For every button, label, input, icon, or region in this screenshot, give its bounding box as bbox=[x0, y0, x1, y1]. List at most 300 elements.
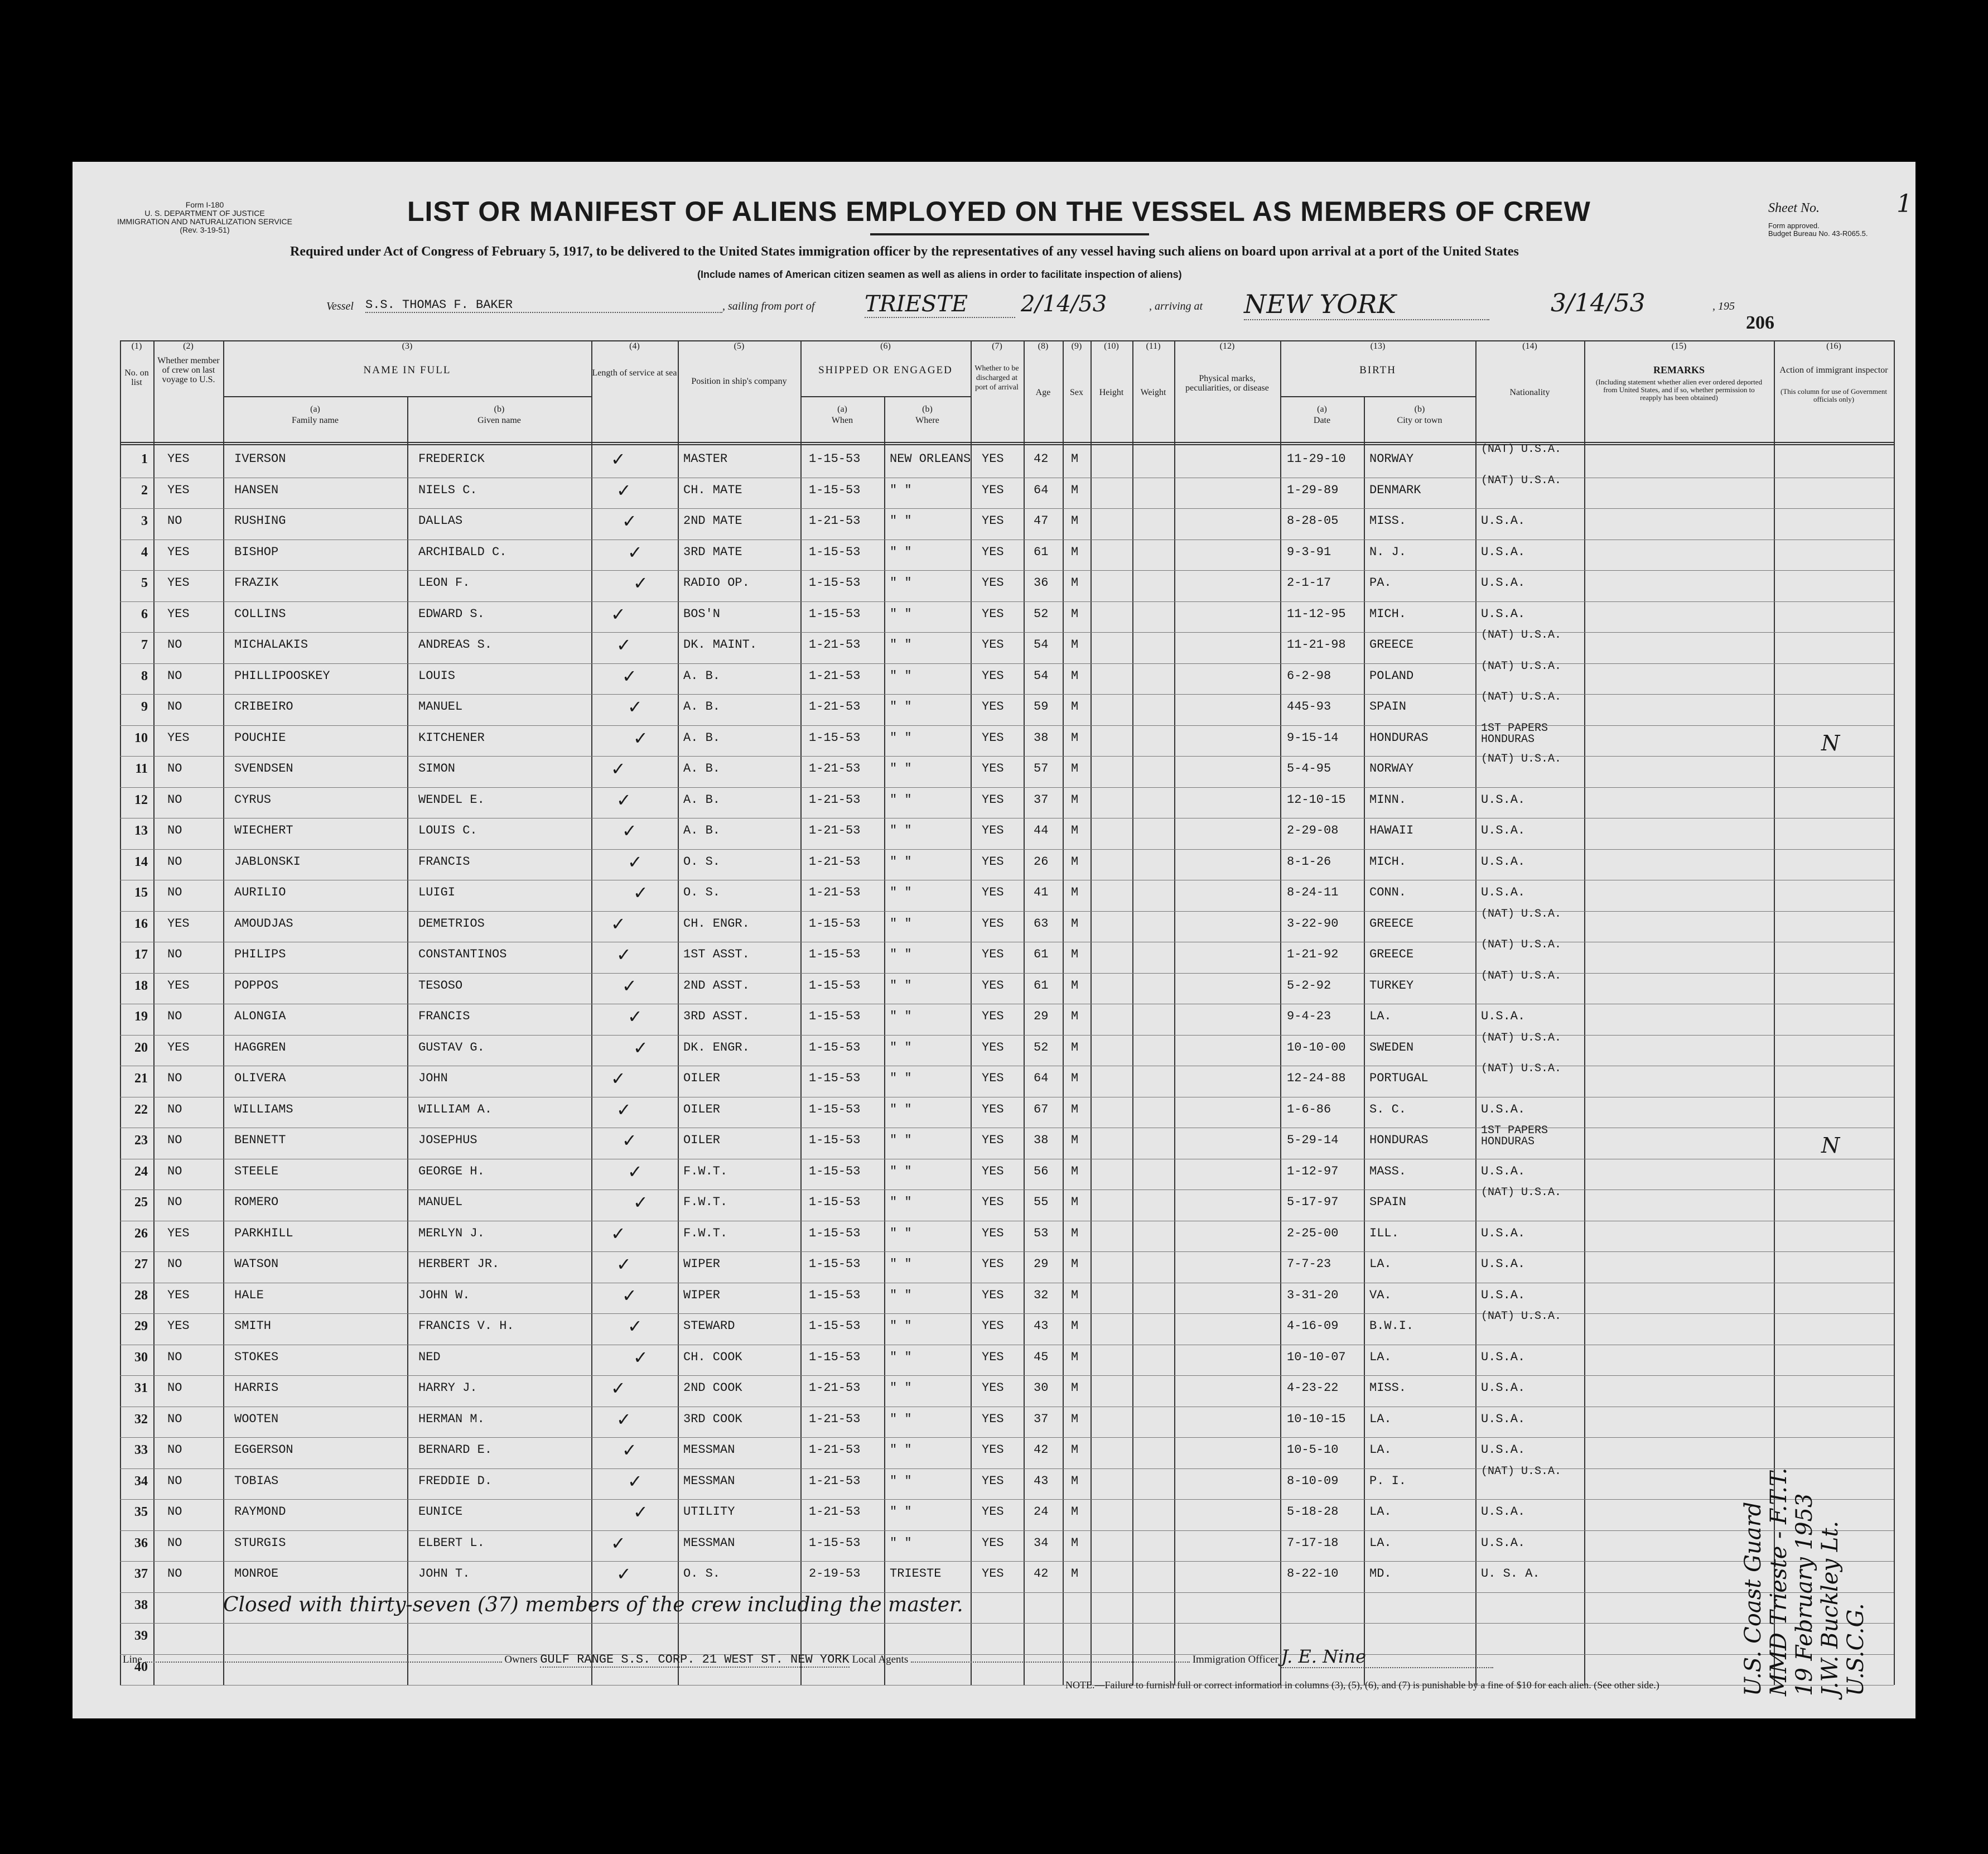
row-position: O. S. bbox=[683, 854, 721, 869]
row-nationality: U.S.A. bbox=[1481, 1164, 1526, 1178]
row-number: 28 bbox=[134, 1288, 148, 1303]
row-nationality: U.S.A. bbox=[1481, 1412, 1526, 1426]
row-number: 30 bbox=[134, 1350, 148, 1365]
row-given-name: KITCHENER bbox=[418, 730, 485, 745]
row-birth-date: 1-29-89 bbox=[1287, 483, 1339, 497]
row-shipped-where: " " bbox=[890, 1257, 912, 1271]
form-approval bbox=[1768, 222, 1868, 238]
row-sex: M bbox=[1071, 514, 1079, 528]
row-position: F.W.T. bbox=[683, 1164, 728, 1178]
row-birth-city: LA. bbox=[1369, 1257, 1392, 1271]
service-check-mark: ✓ bbox=[616, 1409, 631, 1429]
row-shipped-where: " " bbox=[890, 1009, 912, 1023]
row-shipped-where: " " bbox=[890, 1443, 912, 1457]
row-given-name: ANDREAS S. bbox=[418, 638, 493, 652]
row-number: 19 bbox=[134, 1009, 148, 1024]
row-number: 11 bbox=[135, 762, 148, 776]
row-position: RADIO OP. bbox=[683, 576, 750, 590]
col-header-action-note: (This column for use of Government officials only) bbox=[1780, 387, 1887, 403]
column-rule bbox=[1364, 396, 1365, 1685]
subheader-rule bbox=[1280, 396, 1475, 397]
row-discharged: YES bbox=[982, 854, 1004, 869]
row-family-name: HARRIS bbox=[234, 1381, 279, 1395]
row-prev-voyage: NO bbox=[167, 885, 182, 899]
row-rule bbox=[120, 787, 1894, 788]
row-age: 42 bbox=[1034, 1567, 1049, 1581]
row-sex: M bbox=[1071, 638, 1079, 652]
service-label: IMMIGRATION AND NATURALIZATION SERVICE bbox=[117, 217, 292, 226]
col-header-remarks-note: (Including statement whether alien ever ordered deported from United States, and if so, whether permission to reapply has been obtained) bbox=[1595, 378, 1763, 402]
row-shipped-when: 1-21-53 bbox=[809, 854, 861, 869]
row-birth-date: 5-18-28 bbox=[1287, 1505, 1339, 1519]
row-discharged: YES bbox=[982, 1505, 1004, 1519]
row-sex: M bbox=[1071, 1319, 1079, 1333]
row-discharged: YES bbox=[982, 1473, 1004, 1488]
row-position: F.W.T. bbox=[683, 1226, 728, 1240]
row-birth-city: HONDURAS bbox=[1369, 1133, 1429, 1147]
row-age: 55 bbox=[1034, 1195, 1049, 1209]
service-check-mark: ✓ bbox=[628, 542, 643, 562]
col-num: (10) bbox=[1104, 341, 1119, 351]
row-birth-date: 6-2-98 bbox=[1287, 668, 1331, 683]
col-header-family: Family name bbox=[292, 416, 339, 425]
row-birth-date: 7-7-23 bbox=[1287, 1257, 1331, 1271]
owners-label: Owners bbox=[504, 1654, 538, 1665]
row-discharged: YES bbox=[982, 1133, 1004, 1147]
row-shipped-when: 1-15-53 bbox=[809, 452, 861, 466]
row-family-name: POUCHIE bbox=[234, 730, 286, 745]
row-number: 27 bbox=[134, 1257, 148, 1272]
row-age: 47 bbox=[1034, 514, 1049, 528]
row-family-name: RAYMOND bbox=[234, 1505, 286, 1519]
title-underline bbox=[870, 233, 1149, 235]
include-note: (Include names of American citizen seamen as well as aliens in order to facilitate inspection of aliens) bbox=[697, 269, 1182, 280]
row-discharged: YES bbox=[982, 1071, 1004, 1085]
department-label: U. S. DEPARTMENT OF JUSTICE bbox=[144, 209, 265, 218]
row-sex: M bbox=[1071, 854, 1079, 869]
row-number: 25 bbox=[134, 1195, 148, 1210]
row-sex: M bbox=[1071, 1040, 1079, 1054]
service-check-mark: ✓ bbox=[622, 666, 637, 686]
row-birth-date: 5-29-14 bbox=[1287, 1133, 1339, 1147]
row-birth-date: 8-24-11 bbox=[1287, 885, 1339, 899]
row-discharged: YES bbox=[982, 730, 1004, 745]
col-num: (8) bbox=[1038, 341, 1049, 351]
row-nationality: (NAT) U.S.A. bbox=[1481, 691, 1562, 704]
column-rule bbox=[1475, 340, 1476, 1685]
row-given-name: NED bbox=[418, 1350, 441, 1364]
row-number: 3 bbox=[141, 514, 148, 528]
service-check-mark: ✓ bbox=[611, 759, 626, 779]
row-number: 39 bbox=[134, 1629, 148, 1643]
row-given-name: HERMAN M. bbox=[418, 1412, 485, 1426]
column-rule bbox=[971, 340, 972, 1685]
row-given-name: HERBERT JR. bbox=[418, 1257, 500, 1271]
column-rule bbox=[1280, 340, 1281, 1685]
row-sex: M bbox=[1071, 700, 1079, 714]
row-sex: M bbox=[1071, 1443, 1079, 1457]
row-shipped-when: 1-21-53 bbox=[809, 514, 861, 528]
col-sub-b: (b) bbox=[1414, 404, 1425, 414]
sailing-date: 2/14/53 bbox=[1021, 291, 1107, 317]
row-nationality: U.S.A. bbox=[1481, 514, 1526, 528]
row-family-name: SVENDSEN bbox=[234, 762, 293, 776]
row-family-name: HANSEN bbox=[234, 483, 279, 497]
row-rule bbox=[120, 1035, 1894, 1036]
row-discharged: YES bbox=[982, 1102, 1004, 1116]
row-given-name: JOHN W. bbox=[418, 1288, 470, 1302]
row-birth-date: 2-1-17 bbox=[1287, 576, 1331, 590]
row-age: 32 bbox=[1034, 1288, 1049, 1302]
row-prev-voyage: YES bbox=[167, 1040, 190, 1054]
row-position: O. S. bbox=[683, 1567, 721, 1581]
row-shipped-when: 1-15-53 bbox=[809, 916, 861, 931]
row-number: 29 bbox=[134, 1319, 148, 1333]
row-position: 2ND ASST. bbox=[683, 978, 750, 993]
row-given-name: DALLAS bbox=[418, 514, 463, 528]
subheader-rule bbox=[223, 396, 591, 397]
row-family-name: POPPOS bbox=[234, 978, 279, 993]
row-sex: M bbox=[1071, 452, 1079, 466]
row-position: WIPER bbox=[683, 1288, 721, 1302]
row-prev-voyage: YES bbox=[167, 916, 190, 931]
arriving-label: , arriving at bbox=[1149, 300, 1203, 312]
row-prev-voyage: NO bbox=[167, 1381, 182, 1395]
row-position: 1ST ASST. bbox=[683, 947, 750, 961]
service-check-mark: ✓ bbox=[616, 789, 631, 810]
row-rule bbox=[120, 1468, 1894, 1469]
row-rule bbox=[120, 508, 1894, 509]
col-header-height: Height bbox=[1099, 388, 1124, 397]
row-prev-voyage: NO bbox=[167, 1009, 182, 1023]
row-nationality: U.S.A. bbox=[1481, 1443, 1526, 1457]
column-rule bbox=[800, 340, 802, 1685]
row-number: 33 bbox=[134, 1443, 148, 1457]
row-discharged: YES bbox=[982, 1412, 1004, 1426]
row-prev-voyage: NO bbox=[167, 514, 182, 528]
row-shipped-when: 1-21-53 bbox=[809, 1443, 861, 1457]
row-number: 22 bbox=[134, 1102, 148, 1117]
service-check-mark: ✓ bbox=[616, 1564, 631, 1584]
row-sex: M bbox=[1071, 885, 1079, 899]
column-rule bbox=[1063, 340, 1064, 1685]
row-given-name: CONSTANTINOS bbox=[418, 947, 507, 961]
row-given-name: GUSTAV G. bbox=[418, 1040, 485, 1054]
row-birth-city: P. I. bbox=[1369, 1473, 1407, 1488]
row-shipped-when: 1-15-53 bbox=[809, 483, 861, 497]
row-age: 63 bbox=[1034, 916, 1049, 931]
row-rule bbox=[120, 570, 1894, 571]
row-sex: M bbox=[1071, 1412, 1079, 1426]
row-given-name: FRANCIS bbox=[418, 854, 470, 869]
row-birth-city: N. J. bbox=[1369, 545, 1407, 559]
row-shipped-where: " " bbox=[890, 762, 912, 776]
row-shipped-where: " " bbox=[890, 730, 912, 745]
row-family-name: WILLIAMS bbox=[234, 1102, 293, 1116]
row-birth-date: 1-21-92 bbox=[1287, 947, 1339, 961]
col-num: (1) bbox=[131, 341, 142, 351]
row-sex: M bbox=[1071, 1102, 1079, 1116]
col-header-where: Where bbox=[915, 416, 939, 425]
row-birth-city: MD. bbox=[1369, 1567, 1392, 1581]
row-birth-date: 11-21-98 bbox=[1287, 638, 1346, 652]
row-discharged: YES bbox=[982, 1350, 1004, 1364]
row-given-name: FREDDIE D. bbox=[418, 1473, 493, 1488]
row-given-name: MANUEL bbox=[418, 700, 463, 714]
row-shipped-when: 1-21-53 bbox=[809, 885, 861, 899]
row-sex: M bbox=[1071, 947, 1079, 961]
row-nationality: U.S.A. bbox=[1481, 606, 1526, 621]
row-discharged: YES bbox=[982, 1381, 1004, 1395]
service-check-mark: ✓ bbox=[616, 945, 631, 965]
row-position: OILER bbox=[683, 1102, 721, 1116]
row-shipped-where: " " bbox=[890, 1381, 912, 1395]
row-position: STEWARD bbox=[683, 1319, 735, 1333]
row-nationality: (NAT) U.S.A. bbox=[1481, 1310, 1562, 1323]
service-check-mark: ✓ bbox=[616, 1099, 631, 1120]
row-nationality: U.S.A. bbox=[1481, 792, 1526, 807]
arriving-port: NEW YORK bbox=[1244, 289, 1489, 320]
row-age: 61 bbox=[1034, 978, 1049, 993]
row-nationality: U. S. A. bbox=[1481, 1567, 1540, 1581]
row-birth-date: 3-22-90 bbox=[1287, 916, 1339, 931]
row-prev-voyage: YES bbox=[167, 1319, 190, 1333]
sailing-port: TRIESTE bbox=[865, 291, 1015, 318]
service-check-mark: ✓ bbox=[611, 449, 626, 469]
row-number: 16 bbox=[134, 916, 148, 931]
row-birth-city: LA. bbox=[1369, 1505, 1392, 1519]
row-given-name: GEORGE H. bbox=[418, 1164, 485, 1178]
row-birth-city: LA. bbox=[1369, 1009, 1392, 1023]
row-shipped-where: " " bbox=[890, 824, 912, 837]
row-prev-voyage: NO bbox=[167, 1350, 182, 1364]
row-shipped-where: " " bbox=[890, 1040, 912, 1054]
row-sex: M bbox=[1071, 576, 1079, 590]
row-action: N bbox=[1821, 1133, 1840, 1158]
row-number: 38 bbox=[134, 1597, 148, 1612]
service-check-mark: ✓ bbox=[611, 913, 626, 934]
row-number: 20 bbox=[134, 1040, 148, 1055]
row-birth-date: 1-6-86 bbox=[1287, 1102, 1331, 1116]
row-discharged: YES bbox=[982, 1535, 1004, 1550]
row-sex: M bbox=[1071, 1133, 1079, 1147]
col-header-shipped: SHIPPED OR ENGAGED bbox=[818, 364, 953, 376]
column-rule bbox=[1132, 340, 1133, 1685]
row-prev-voyage: NO bbox=[167, 947, 182, 961]
row-age: 59 bbox=[1034, 700, 1049, 714]
row-family-name: STURGIS bbox=[234, 1535, 286, 1550]
row-age: 24 bbox=[1034, 1505, 1049, 1519]
row-prev-voyage: YES bbox=[167, 452, 190, 466]
row-number: 1 bbox=[141, 452, 148, 466]
arriving-date: 3/14/53 bbox=[1551, 289, 1646, 317]
row-discharged: YES bbox=[982, 824, 1004, 837]
row-prev-voyage: NO bbox=[167, 668, 182, 683]
row-position: A. B. bbox=[683, 700, 721, 714]
row-family-name: PHILIPS bbox=[234, 947, 286, 961]
service-check-mark: ✓ bbox=[633, 573, 648, 593]
year-label: , 195 bbox=[1712, 300, 1735, 312]
row-sex: M bbox=[1071, 1257, 1079, 1271]
row-rule bbox=[120, 601, 1894, 602]
row-number: 10 bbox=[134, 730, 148, 745]
row-rule bbox=[120, 1437, 1894, 1438]
row-age: 44 bbox=[1034, 824, 1049, 837]
column-rule bbox=[120, 340, 121, 1685]
row-shipped-where: " " bbox=[890, 1164, 912, 1178]
row-nationality: (NAT) U.S.A. bbox=[1481, 659, 1562, 673]
row-rule bbox=[120, 1313, 1894, 1314]
row-birth-date: 10-10-07 bbox=[1287, 1350, 1346, 1364]
row-shipped-where: " " bbox=[890, 1350, 912, 1364]
row-rule bbox=[120, 849, 1894, 850]
row-birth-city: MASS. bbox=[1369, 1164, 1407, 1178]
row-discharged: YES bbox=[982, 916, 1004, 931]
row-number: 12 bbox=[134, 792, 148, 807]
row-nationality: 1ST PAPERS HONDURAS bbox=[1481, 721, 1548, 746]
row-position: 3RD ASST. bbox=[683, 1009, 750, 1023]
row-birth-date: 12-24-88 bbox=[1287, 1071, 1346, 1085]
row-birth-date: 5-17-97 bbox=[1287, 1195, 1339, 1209]
row-given-name: NIELS C. bbox=[418, 483, 477, 497]
row-discharged: YES bbox=[982, 792, 1004, 807]
row-age: 26 bbox=[1034, 854, 1049, 869]
row-birth-city: LA. bbox=[1369, 1443, 1392, 1457]
header-rule bbox=[120, 442, 1894, 443]
row-number: 6 bbox=[141, 606, 148, 622]
row-birth-date: 4-16-09 bbox=[1287, 1319, 1339, 1333]
col-sub-a: (a) bbox=[1317, 404, 1327, 414]
row-family-name: HALE bbox=[234, 1288, 264, 1302]
row-shipped-when: 1-15-53 bbox=[809, 1288, 861, 1302]
row-family-name: WIECHERT bbox=[234, 824, 293, 837]
row-position: CH. ENGR. bbox=[683, 916, 750, 931]
row-discharged: YES bbox=[982, 668, 1004, 683]
col-num: (9) bbox=[1071, 341, 1082, 351]
row-position: OILER bbox=[683, 1133, 721, 1147]
row-prev-voyage: YES bbox=[167, 730, 190, 745]
row-birth-date: 5-2-92 bbox=[1287, 978, 1331, 993]
row-birth-city: GREECE bbox=[1369, 916, 1414, 931]
row-number: 2 bbox=[141, 483, 148, 498]
col-num: (16) bbox=[1826, 341, 1841, 351]
row-shipped-when: 1-21-53 bbox=[809, 1505, 861, 1519]
row-position: A. B. bbox=[683, 824, 721, 837]
row-prev-voyage: NO bbox=[167, 792, 182, 807]
row-prev-voyage: NO bbox=[167, 1164, 182, 1178]
row-discharged: YES bbox=[982, 1195, 1004, 1209]
col-num: (14) bbox=[1522, 341, 1537, 351]
row-position: UTILITY bbox=[683, 1505, 735, 1519]
row-shipped-when: 1-15-53 bbox=[809, 576, 861, 590]
row-shipped-when: 1-15-53 bbox=[809, 545, 861, 559]
row-nationality: U.S.A. bbox=[1481, 576, 1526, 590]
row-birth-city: VA. bbox=[1369, 1288, 1392, 1302]
row-age: 54 bbox=[1034, 668, 1049, 683]
row-age: 54 bbox=[1034, 638, 1049, 652]
row-discharged: YES bbox=[982, 606, 1004, 621]
row-position: CH. MATE bbox=[683, 483, 742, 497]
row-shipped-where: " " bbox=[890, 514, 912, 528]
row-shipped-when: 1-21-53 bbox=[809, 762, 861, 776]
col-header-service: Length of service at sea bbox=[592, 368, 677, 378]
row-shipped-where: " " bbox=[890, 947, 912, 961]
column-rule bbox=[1584, 340, 1585, 1685]
service-check-mark: ✓ bbox=[616, 480, 631, 500]
row-birth-city: LA. bbox=[1369, 1412, 1392, 1426]
row-shipped-when: 1-15-53 bbox=[809, 1257, 861, 1271]
col-num: (6) bbox=[880, 341, 891, 351]
row-given-name: LEON F. bbox=[418, 576, 470, 590]
service-check-mark: ✓ bbox=[628, 1161, 643, 1182]
row-position: 2ND COOK bbox=[683, 1381, 742, 1395]
col-header-birth-date: Date bbox=[1313, 416, 1331, 425]
row-birth-city: PORTUGAL bbox=[1369, 1071, 1429, 1085]
row-nationality: U.S.A. bbox=[1481, 1535, 1526, 1550]
row-sex: M bbox=[1071, 1350, 1079, 1364]
row-prev-voyage: NO bbox=[167, 824, 182, 837]
row-number: 18 bbox=[134, 978, 148, 993]
row-birth-date: 1-12-97 bbox=[1287, 1164, 1339, 1178]
row-shipped-when: 1-15-53 bbox=[809, 1350, 861, 1364]
row-birth-city: MINN. bbox=[1369, 792, 1407, 807]
row-rule bbox=[120, 1561, 1894, 1562]
row-discharged: YES bbox=[982, 947, 1004, 961]
row-birth-date: 2-25-00 bbox=[1287, 1226, 1339, 1240]
row-prev-voyage: YES bbox=[167, 483, 190, 497]
vessel-name: S.S. THOMAS F. BAKER bbox=[365, 298, 722, 313]
row-number: 23 bbox=[134, 1133, 148, 1148]
service-check-mark: ✓ bbox=[628, 1316, 643, 1336]
col-num: (4) bbox=[629, 341, 640, 351]
col-header-age: Age bbox=[1035, 388, 1051, 397]
row-given-name: HARRY J. bbox=[418, 1381, 477, 1395]
local-agents-label: Local Agents bbox=[852, 1654, 909, 1665]
vessel-label: Vessel bbox=[326, 300, 354, 312]
service-check-mark: ✓ bbox=[611, 1068, 626, 1089]
row-family-name: ROMERO bbox=[234, 1195, 279, 1209]
row-shipped-where: " " bbox=[890, 483, 912, 497]
row-prev-voyage: NO bbox=[167, 1535, 182, 1550]
row-position: MESSMAN bbox=[683, 1473, 735, 1488]
service-check-mark: ✓ bbox=[633, 1347, 648, 1367]
row-number: 31 bbox=[134, 1381, 148, 1395]
crew-manifest-table bbox=[120, 340, 1894, 1696]
row-number: 15 bbox=[134, 885, 148, 900]
row-shipped-when: 1-15-53 bbox=[809, 730, 861, 745]
officer-signature: J. E. Nine bbox=[1281, 1646, 1493, 1668]
row-family-name: BISHOP bbox=[234, 545, 279, 559]
row-birth-date: 8-22-10 bbox=[1287, 1567, 1339, 1581]
row-rule bbox=[120, 1251, 1894, 1252]
row-position: MESSMAN bbox=[683, 1535, 735, 1550]
row-shipped-where: " " bbox=[890, 700, 912, 714]
row-nationality: U.S.A. bbox=[1481, 1009, 1526, 1023]
row-given-name: TESOSO bbox=[418, 978, 463, 993]
row-prev-voyage: YES bbox=[167, 545, 190, 559]
row-position: BOS'N bbox=[683, 606, 721, 621]
row-birth-city: TURKEY bbox=[1369, 978, 1414, 993]
row-nationality: (NAT) U.S.A. bbox=[1481, 1062, 1562, 1075]
row-shipped-where: " " bbox=[890, 1535, 912, 1550]
row-nationality: U.S.A. bbox=[1481, 1505, 1526, 1519]
row-family-name: CYRUS bbox=[234, 792, 272, 807]
row-birth-date: 7-17-18 bbox=[1287, 1535, 1339, 1550]
column-rule bbox=[1090, 340, 1092, 1685]
col-header-nationality: Nationality bbox=[1509, 388, 1550, 397]
row-shipped-when: 2-19-53 bbox=[809, 1567, 861, 1581]
row-family-name: AMOUDJAS bbox=[234, 916, 293, 931]
